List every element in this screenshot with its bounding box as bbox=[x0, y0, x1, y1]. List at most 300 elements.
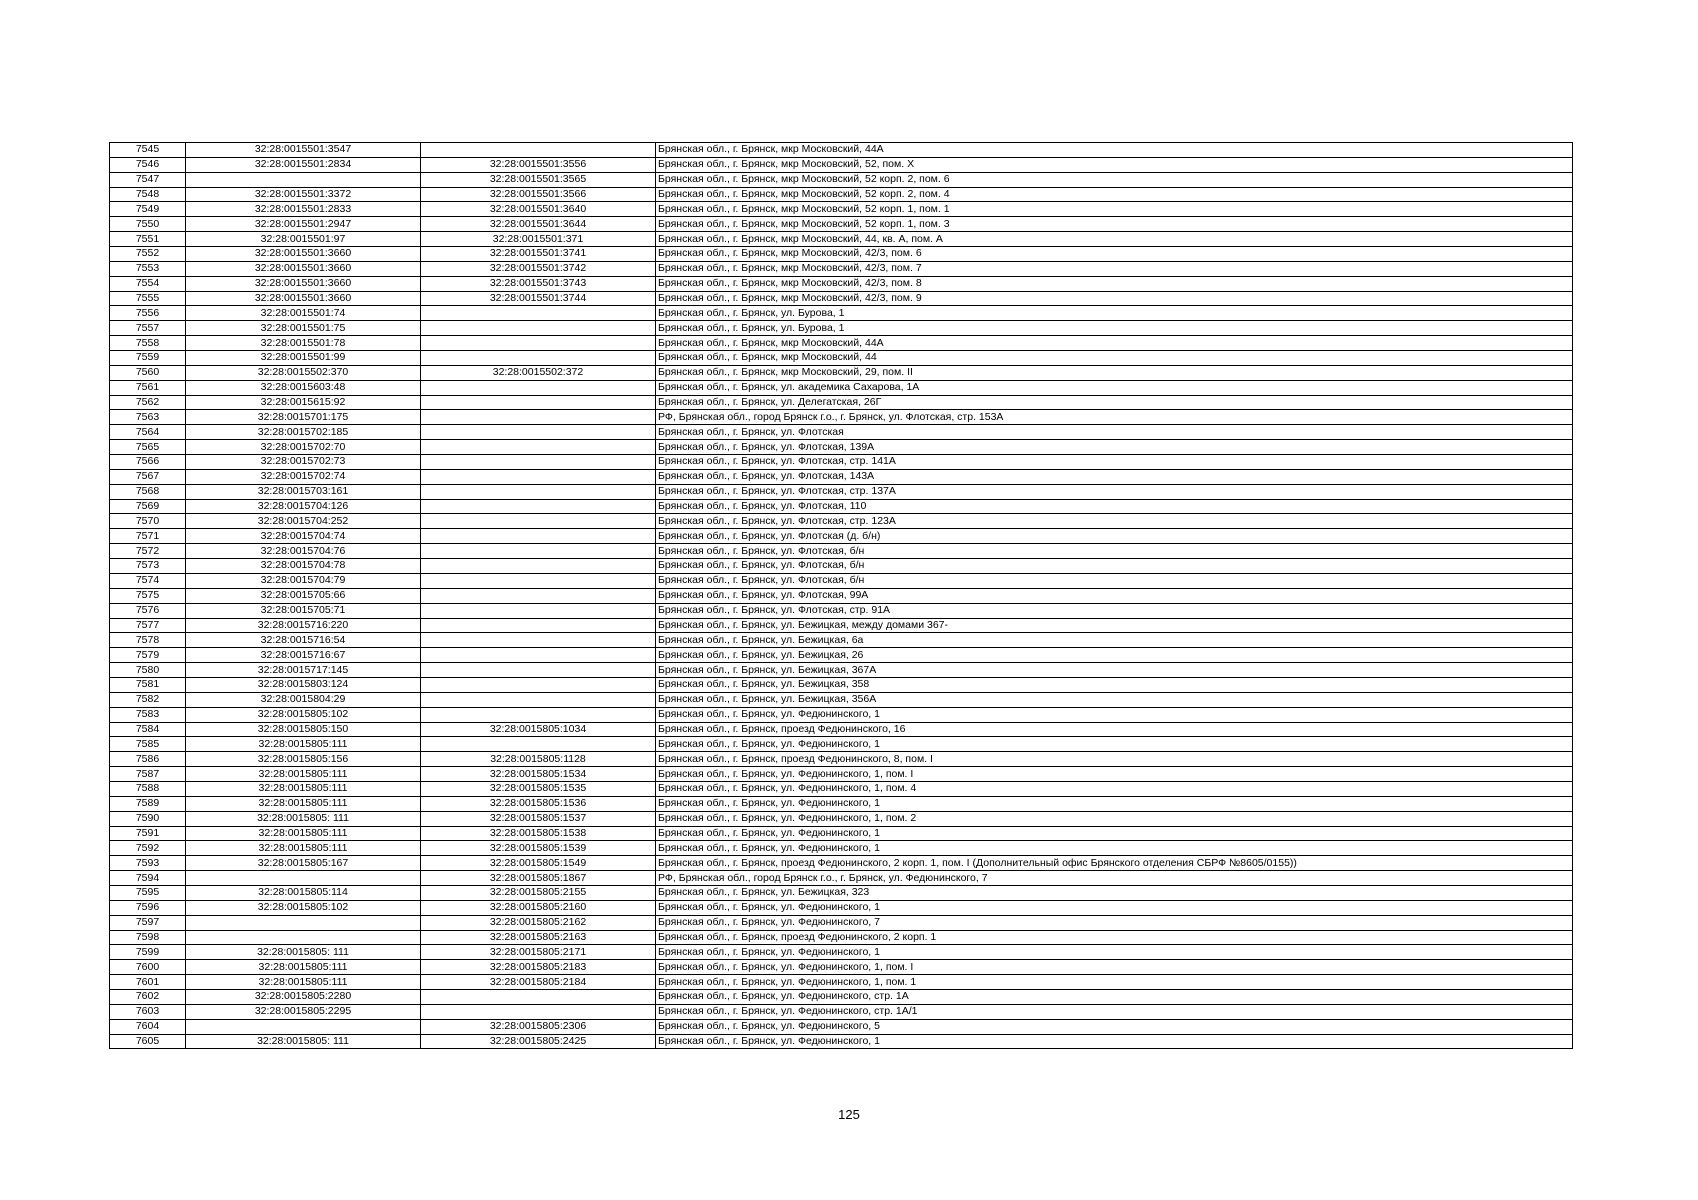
object-cadastral-number-cell bbox=[421, 677, 656, 692]
address-cell: Брянская обл., г. Брянск, проезд Федюнинского, 2 корп. 1, пом. I (Дополнительный офис Брянского отделения СБРФ №8605/0155)) bbox=[656, 856, 1573, 871]
cadastral-number-cell: 32:28:0015805: 111 bbox=[186, 811, 421, 826]
address-cell: Брянская обл., г. Брянск, ул. Федюнинского, 1, пом. 4 bbox=[656, 781, 1573, 796]
table-row bbox=[110, 232, 1573, 247]
object-cadastral-number-cell: 32:28:0015805:2306 bbox=[421, 1019, 656, 1034]
cadastral-number-cell: 32:28:0015702:185 bbox=[186, 425, 421, 440]
row-number-cell: 7588 bbox=[110, 781, 186, 796]
address-cell: Брянская обл., г. Брянск, ул. Бежицкая, 356А bbox=[656, 692, 1573, 707]
address-cell: Брянская обл., г. Брянск, ул. академика Сахарова, 1А bbox=[656, 380, 1573, 395]
table-row bbox=[110, 217, 1573, 232]
table-row bbox=[110, 261, 1573, 276]
table-row bbox=[110, 321, 1573, 336]
cadastral-number-cell: 32:28:0015615:92 bbox=[186, 395, 421, 410]
address-cell: Брянская обл., г. Брянск, ул. Федюнинского, 1 bbox=[656, 796, 1573, 811]
address-cell: Брянская обл., г. Брянск, ул. Федюнинского, 1 bbox=[656, 737, 1573, 752]
address-cell: Брянская обл., г. Брянск, мкр Московский, 52 корп. 2, пом. 4 bbox=[656, 187, 1573, 202]
object-cadastral-number-cell: 32:28:0015805:2155 bbox=[421, 885, 656, 900]
row-number-cell: 7569 bbox=[110, 499, 186, 514]
address-cell: Брянская обл., г. Брянск, мкр Московский, 44А bbox=[656, 143, 1573, 158]
row-number-cell: 7559 bbox=[110, 351, 186, 366]
table-row bbox=[110, 796, 1573, 811]
row-number-cell: 7565 bbox=[110, 440, 186, 455]
object-cadastral-number-cell bbox=[421, 455, 656, 470]
row-number-cell: 7580 bbox=[110, 663, 186, 678]
row-number-cell: 7596 bbox=[110, 900, 186, 915]
row-number-cell: 7547 bbox=[110, 172, 186, 187]
cadastral-number-cell: 32:28:0015702:70 bbox=[186, 440, 421, 455]
row-number-cell: 7579 bbox=[110, 648, 186, 663]
cadastral-number-cell: 32:28:0015805:111 bbox=[186, 796, 421, 811]
object-cadastral-number-cell bbox=[421, 529, 656, 544]
row-number-cell: 7558 bbox=[110, 336, 186, 351]
table-row bbox=[110, 1019, 1573, 1034]
address-cell: Брянская обл., г. Брянск, ул. Федюнинского, 7 bbox=[656, 915, 1573, 930]
cadastral-number-cell: 32:28:0015501:3372 bbox=[186, 187, 421, 202]
cadastral-number-cell: 32:28:0015705:71 bbox=[186, 603, 421, 618]
row-number-cell: 7584 bbox=[110, 722, 186, 737]
cadastral-number-cell: 32:28:0015804:29 bbox=[186, 692, 421, 707]
object-cadastral-number-cell bbox=[421, 306, 656, 321]
cadastral-number-cell: 32:28:0015704:74 bbox=[186, 529, 421, 544]
cadastral-number-cell: 32:28:0015805:111 bbox=[186, 960, 421, 975]
address-cell: Брянская обл., г. Брянск, ул. Флотская, стр. 123А bbox=[656, 514, 1573, 529]
address-cell: Брянская обл., г. Брянск, ул. Бежицкая, 367А bbox=[656, 663, 1573, 678]
table-row bbox=[110, 380, 1573, 395]
table-row bbox=[110, 975, 1573, 990]
table-row bbox=[110, 915, 1573, 930]
row-number-cell: 7571 bbox=[110, 529, 186, 544]
table-body bbox=[110, 143, 1573, 1049]
table-row bbox=[110, 172, 1573, 187]
row-number-cell: 7549 bbox=[110, 202, 186, 217]
cadastral-number-cell: 32:28:0015702:73 bbox=[186, 455, 421, 470]
cadastral-number-cell: 32:28:0015805:111 bbox=[186, 767, 421, 782]
object-cadastral-number-cell: 32:28:0015805:2162 bbox=[421, 915, 656, 930]
object-cadastral-number-cell: 32:28:0015501:3644 bbox=[421, 217, 656, 232]
cadastral-number-cell bbox=[186, 871, 421, 886]
row-number-cell: 7551 bbox=[110, 232, 186, 247]
address-cell: Брянская обл., г. Брянск, ул. Федюнинского, 1, пом. I bbox=[656, 767, 1573, 782]
row-number-cell: 7603 bbox=[110, 1004, 186, 1019]
address-cell: Брянская обл., г. Брянск, ул. Федюнинского, 1 bbox=[656, 707, 1573, 722]
row-number-cell: 7561 bbox=[110, 380, 186, 395]
cadastral-number-cell: 32:28:0015501:3547 bbox=[186, 143, 421, 158]
row-number-cell: 7553 bbox=[110, 261, 186, 276]
cadastral-number-cell: 32:28:0015805:167 bbox=[186, 856, 421, 871]
table-row bbox=[110, 960, 1573, 975]
cadastral-number-cell: 32:28:0015502:370 bbox=[186, 365, 421, 380]
table-row bbox=[110, 440, 1573, 455]
row-number-cell: 7601 bbox=[110, 975, 186, 990]
row-number-cell: 7545 bbox=[110, 143, 186, 158]
table-row bbox=[110, 871, 1573, 886]
address-cell: Брянская обл., г. Брянск, проезд Федюнинского, 16 bbox=[656, 722, 1573, 737]
row-number-cell: 7602 bbox=[110, 989, 186, 1004]
object-cadastral-number-cell: 32:28:0015502:372 bbox=[421, 365, 656, 380]
table-row bbox=[110, 157, 1573, 172]
address-cell: Брянская обл., г. Брянск, проезд Федюнинского, 8, пом. I bbox=[656, 752, 1573, 767]
cadastral-number-cell: 32:28:0015805:111 bbox=[186, 737, 421, 752]
row-number-cell: 7585 bbox=[110, 737, 186, 752]
cadastral-number-cell: 32:28:0015805:102 bbox=[186, 900, 421, 915]
object-cadastral-number-cell: 32:28:0015805:2183 bbox=[421, 960, 656, 975]
row-number-cell: 7583 bbox=[110, 707, 186, 722]
cadastral-number-cell: 32:28:0015805: 111 bbox=[186, 945, 421, 960]
object-cadastral-number-cell bbox=[421, 618, 656, 633]
object-cadastral-number-cell bbox=[421, 559, 656, 574]
cadastral-number-cell: 32:28:0015501:99 bbox=[186, 351, 421, 366]
table-row bbox=[110, 767, 1573, 782]
object-cadastral-number-cell bbox=[421, 351, 656, 366]
object-cadastral-number-cell: 32:28:0015501:3556 bbox=[421, 157, 656, 172]
address-cell: Брянская обл., г. Брянск, мкр Московский, 52 корп. 1, пом. 3 bbox=[656, 217, 1573, 232]
address-cell: Брянская обл., г. Брянск, ул. Федюнинского, 1 bbox=[656, 841, 1573, 856]
table-row bbox=[110, 187, 1573, 202]
row-number-cell: 7576 bbox=[110, 603, 186, 618]
address-cell: Брянская обл., г. Брянск, ул. Федюнинского, 1, пом. 2 bbox=[656, 811, 1573, 826]
table-row bbox=[110, 885, 1573, 900]
address-cell: Брянская обл., г. Брянск, ул. Бежицкая, 323 bbox=[656, 885, 1573, 900]
cadastral-number-cell: 32:28:0015805:156 bbox=[186, 752, 421, 767]
object-cadastral-number-cell bbox=[421, 989, 656, 1004]
table-row bbox=[110, 811, 1573, 826]
cadastral-number-cell: 32:28:0015501:2833 bbox=[186, 202, 421, 217]
cadastral-number-cell: 32:28:0015704:126 bbox=[186, 499, 421, 514]
object-cadastral-number-cell: 32:28:0015501:3743 bbox=[421, 276, 656, 291]
table-row bbox=[110, 989, 1573, 1004]
cadastral-number-cell: 32:28:0015805:111 bbox=[186, 841, 421, 856]
table-row bbox=[110, 336, 1573, 351]
object-cadastral-number-cell: 32:28:0015501:3565 bbox=[421, 172, 656, 187]
address-cell: Брянская обл., г. Брянск, ул. Флотская bbox=[656, 425, 1573, 440]
address-cell: Брянская обл., г. Брянск, ул. Федюнинского, 1, пом. I bbox=[656, 960, 1573, 975]
object-cadastral-number-cell bbox=[421, 573, 656, 588]
row-number-cell: 7546 bbox=[110, 157, 186, 172]
table-row bbox=[110, 588, 1573, 603]
table-row bbox=[110, 677, 1573, 692]
row-number-cell: 7575 bbox=[110, 588, 186, 603]
table-row bbox=[110, 781, 1573, 796]
address-cell: Брянская обл., г. Брянск, мкр Московский, 29, пом. II bbox=[656, 365, 1573, 380]
table-row bbox=[110, 559, 1573, 574]
object-cadastral-number-cell: 32:28:0015501:371 bbox=[421, 232, 656, 247]
table-row bbox=[110, 856, 1573, 871]
registry-table bbox=[109, 142, 1573, 1049]
object-cadastral-number-cell: 32:28:0015805:2163 bbox=[421, 930, 656, 945]
table-row bbox=[110, 410, 1573, 425]
cadastral-number-cell: 32:28:0015501:3660 bbox=[186, 247, 421, 262]
address-cell: Брянская обл., г. Брянск, ул. Флотская, 139А bbox=[656, 440, 1573, 455]
address-cell: Брянская обл., г. Брянск, мкр Московский, 42/3, пом. 8 bbox=[656, 276, 1573, 291]
address-cell: Брянская обл., г. Брянск, мкр Московский, 44 bbox=[656, 351, 1573, 366]
row-number-cell: 7550 bbox=[110, 217, 186, 232]
row-number-cell: 7556 bbox=[110, 306, 186, 321]
table-row bbox=[110, 737, 1573, 752]
cadastral-number-cell: 32:28:0015805:111 bbox=[186, 826, 421, 841]
address-cell: Брянская обл., г. Брянск, ул. Федюнинского, 1 bbox=[656, 945, 1573, 960]
object-cadastral-number-cell: 32:28:0015805:1537 bbox=[421, 811, 656, 826]
object-cadastral-number-cell: 32:28:0015501:3744 bbox=[421, 291, 656, 306]
address-cell: Брянская обл., г. Брянск, мкр Московский, 52 корп. 2, пом. 6 bbox=[656, 172, 1573, 187]
object-cadastral-number-cell bbox=[421, 469, 656, 484]
row-number-cell: 7591 bbox=[110, 826, 186, 841]
address-cell: Брянская обл., г. Брянск, ул. Флотская, б/н bbox=[656, 573, 1573, 588]
address-cell: РФ, Брянская обл., город Брянск г.о., г. Брянск, ул. Федюнинского, 7 bbox=[656, 871, 1573, 886]
object-cadastral-number-cell bbox=[421, 648, 656, 663]
cadastral-number-cell: 32:28:0015701:175 bbox=[186, 410, 421, 425]
cadastral-number-cell: 32:28:0015805:111 bbox=[186, 975, 421, 990]
table-row bbox=[110, 395, 1573, 410]
address-cell: Брянская обл., г. Брянск, ул. Бежицкая, 358 bbox=[656, 677, 1573, 692]
object-cadastral-number-cell bbox=[421, 544, 656, 559]
row-number-cell: 7572 bbox=[110, 544, 186, 559]
object-cadastral-number-cell: 32:28:0015805:2184 bbox=[421, 975, 656, 990]
table-row bbox=[110, 663, 1573, 678]
cadastral-number-cell: 32:28:0015501:97 bbox=[186, 232, 421, 247]
address-cell: Брянская обл., г. Брянск, проезд Федюнинского, 2 корп. 1 bbox=[656, 930, 1573, 945]
table-row bbox=[110, 841, 1573, 856]
table-row bbox=[110, 752, 1573, 767]
address-cell: Брянская обл., г. Брянск, ул. Федюнинского, 1, пом. 1 bbox=[656, 975, 1573, 990]
table-row bbox=[110, 484, 1573, 499]
row-number-cell: 7552 bbox=[110, 247, 186, 262]
row-number-cell: 7586 bbox=[110, 752, 186, 767]
table-row bbox=[110, 544, 1573, 559]
row-number-cell: 7560 bbox=[110, 365, 186, 380]
table-row bbox=[110, 425, 1573, 440]
address-cell: РФ, Брянская обл., город Брянск г.о., г. Брянск, ул. Флотская, стр. 153А bbox=[656, 410, 1573, 425]
cadastral-number-cell: 32:28:0015603:48 bbox=[186, 380, 421, 395]
object-cadastral-number-cell: 32:28:0015501:3741 bbox=[421, 247, 656, 262]
object-cadastral-number-cell: 32:28:0015805:1867 bbox=[421, 871, 656, 886]
address-cell: Брянская обл., г. Брянск, ул. Федюнинского, стр. 1А/1 bbox=[656, 1004, 1573, 1019]
cadastral-number-cell: 32:28:0015702:74 bbox=[186, 469, 421, 484]
table-row bbox=[110, 202, 1573, 217]
object-cadastral-number-cell bbox=[421, 588, 656, 603]
object-cadastral-number-cell bbox=[421, 603, 656, 618]
row-number-cell: 7567 bbox=[110, 469, 186, 484]
cadastral-number-cell: 32:28:0015716:220 bbox=[186, 618, 421, 633]
object-cadastral-number-cell: 32:28:0015805:1034 bbox=[421, 722, 656, 737]
row-number-cell: 7568 bbox=[110, 484, 186, 499]
object-cadastral-number-cell: 32:28:0015805:2425 bbox=[421, 1034, 656, 1049]
cadastral-number-cell: 32:28:0015703:161 bbox=[186, 484, 421, 499]
table-row bbox=[110, 276, 1573, 291]
row-number-cell: 7562 bbox=[110, 395, 186, 410]
object-cadastral-number-cell: 32:28:0015805:1535 bbox=[421, 781, 656, 796]
address-cell: Брянская обл., г. Брянск, ул. Флотская, стр. 91А bbox=[656, 603, 1573, 618]
row-number-cell: 7577 bbox=[110, 618, 186, 633]
cadastral-number-cell: 32:28:0015501:78 bbox=[186, 336, 421, 351]
address-cell: Брянская обл., г. Брянск, ул. Флотская, 143А bbox=[656, 469, 1573, 484]
table-row bbox=[110, 945, 1573, 960]
object-cadastral-number-cell: 32:28:0015805:1549 bbox=[421, 856, 656, 871]
table-row bbox=[110, 499, 1573, 514]
table-row bbox=[110, 618, 1573, 633]
cadastral-number-cell: 32:28:0015704:252 bbox=[186, 514, 421, 529]
row-number-cell: 7557 bbox=[110, 321, 186, 336]
object-cadastral-number-cell bbox=[421, 484, 656, 499]
row-number-cell: 7599 bbox=[110, 945, 186, 960]
cadastral-number-cell: 32:28:0015805:111 bbox=[186, 781, 421, 796]
cadastral-number-cell: 32:28:0015705:66 bbox=[186, 588, 421, 603]
table-row bbox=[110, 573, 1573, 588]
table-row bbox=[110, 707, 1573, 722]
row-number-cell: 7590 bbox=[110, 811, 186, 826]
object-cadastral-number-cell bbox=[421, 321, 656, 336]
object-cadastral-number-cell bbox=[421, 499, 656, 514]
cadastral-number-cell: 32:28:0015501:3660 bbox=[186, 276, 421, 291]
cadastral-number-cell: 32:28:0015716:67 bbox=[186, 648, 421, 663]
cadastral-number-cell: 32:28:0015805:2295 bbox=[186, 1004, 421, 1019]
address-cell: Брянская обл., г. Брянск, ул. Бежицкая, между домами 367- bbox=[656, 618, 1573, 633]
object-cadastral-number-cell bbox=[421, 692, 656, 707]
table-row bbox=[110, 722, 1573, 737]
table-row bbox=[110, 648, 1573, 663]
row-number-cell: 7594 bbox=[110, 871, 186, 886]
cadastral-number-cell bbox=[186, 1019, 421, 1034]
address-cell: Брянская обл., г. Брянск, ул. Федюнинского, 1 bbox=[656, 900, 1573, 915]
address-cell: Брянская обл., г. Брянск, ул. Федюнинского, 5 bbox=[656, 1019, 1573, 1034]
row-number-cell: 7595 bbox=[110, 885, 186, 900]
cadastral-number-cell: 32:28:0015704:78 bbox=[186, 559, 421, 574]
row-number-cell: 7554 bbox=[110, 276, 186, 291]
address-cell: Брянская обл., г. Брянск, мкр Московский, 52, пом. X bbox=[656, 157, 1573, 172]
address-cell: Брянская обл., г. Брянск, ул. Флотская, б/н bbox=[656, 559, 1573, 574]
address-cell: Брянская обл., г. Брянск, ул. Федюнинского, 1 bbox=[656, 826, 1573, 841]
cadastral-number-cell bbox=[186, 172, 421, 187]
object-cadastral-number-cell: 32:28:0015501:3640 bbox=[421, 202, 656, 217]
address-cell: Брянская обл., г. Брянск, ул. Флотская, б/н bbox=[656, 544, 1573, 559]
object-cadastral-number-cell bbox=[421, 380, 656, 395]
table-row bbox=[110, 529, 1573, 544]
address-cell: Брянская обл., г. Брянск, ул. Бурова, 1 bbox=[656, 321, 1573, 336]
row-number-cell: 7574 bbox=[110, 573, 186, 588]
row-number-cell: 7573 bbox=[110, 559, 186, 574]
object-cadastral-number-cell bbox=[421, 425, 656, 440]
address-cell: Брянская обл., г. Брянск, мкр Московский, 52 корп. 1, пом. 1 bbox=[656, 202, 1573, 217]
object-cadastral-number-cell: 32:28:0015805:1539 bbox=[421, 841, 656, 856]
cadastral-number-cell bbox=[186, 930, 421, 945]
cadastral-number-cell: 32:28:0015717:145 bbox=[186, 663, 421, 678]
address-cell: Брянская обл., г. Брянск, мкр Московский, 44, кв. А, пом. А bbox=[656, 232, 1573, 247]
object-cadastral-number-cell: 32:28:0015805:2171 bbox=[421, 945, 656, 960]
cadastral-number-cell: 32:28:0015501:75 bbox=[186, 321, 421, 336]
row-number-cell: 7600 bbox=[110, 960, 186, 975]
table-row bbox=[110, 633, 1573, 648]
object-cadastral-number-cell bbox=[421, 514, 656, 529]
row-number-cell: 7582 bbox=[110, 692, 186, 707]
table-row bbox=[110, 291, 1573, 306]
table-row bbox=[110, 826, 1573, 841]
address-cell: Брянская обл., г. Брянск, ул. Флотская, стр. 137А bbox=[656, 484, 1573, 499]
object-cadastral-number-cell: 32:28:0015805:2160 bbox=[421, 900, 656, 915]
row-number-cell: 7605 bbox=[110, 1034, 186, 1049]
table-row bbox=[110, 351, 1573, 366]
cadastral-number-cell: 32:28:0015704:76 bbox=[186, 544, 421, 559]
cadastral-number-cell: 32:28:0015501:3660 bbox=[186, 261, 421, 276]
row-number-cell: 7593 bbox=[110, 856, 186, 871]
row-number-cell: 7592 bbox=[110, 841, 186, 856]
cadastral-number-cell bbox=[186, 915, 421, 930]
row-number-cell: 7564 bbox=[110, 425, 186, 440]
row-number-cell: 7563 bbox=[110, 410, 186, 425]
object-cadastral-number-cell: 32:28:0015501:3566 bbox=[421, 187, 656, 202]
cadastral-number-cell: 32:28:0015501:2834 bbox=[186, 157, 421, 172]
object-cadastral-number-cell bbox=[421, 143, 656, 158]
table-row bbox=[110, 247, 1573, 262]
object-cadastral-number-cell: 32:28:0015805:1128 bbox=[421, 752, 656, 767]
table-row bbox=[110, 930, 1573, 945]
cadastral-number-cell: 32:28:0015501:74 bbox=[186, 306, 421, 321]
object-cadastral-number-cell bbox=[421, 336, 656, 351]
row-number-cell: 7604 bbox=[110, 1019, 186, 1034]
object-cadastral-number-cell bbox=[421, 410, 656, 425]
cadastral-number-cell: 32:28:0015805: 111 bbox=[186, 1034, 421, 1049]
table-row bbox=[110, 455, 1573, 470]
row-number-cell: 7578 bbox=[110, 633, 186, 648]
address-cell: Брянская обл., г. Брянск, мкр Московский, 42/3, пом. 6 bbox=[656, 247, 1573, 262]
cadastral-number-cell: 32:28:0015805:2280 bbox=[186, 989, 421, 1004]
address-cell: Брянская обл., г. Брянск, ул. Федюнинского, стр. 1А bbox=[656, 989, 1573, 1004]
object-cadastral-number-cell: 32:28:0015805:1534 bbox=[421, 767, 656, 782]
row-number-cell: 7581 bbox=[110, 677, 186, 692]
row-number-cell: 7589 bbox=[110, 796, 186, 811]
address-cell: Брянская обл., г. Брянск, ул. Федюнинского, 1 bbox=[656, 1034, 1573, 1049]
address-cell: Брянская обл., г. Брянск, мкр Московский, 44А bbox=[656, 336, 1573, 351]
table-row bbox=[110, 692, 1573, 707]
cadastral-number-cell: 32:28:0015501:3660 bbox=[186, 291, 421, 306]
address-cell: Брянская обл., г. Брянск, ул. Флотская, стр. 141А bbox=[656, 455, 1573, 470]
cadastral-number-cell: 32:28:0015803:124 bbox=[186, 677, 421, 692]
cadastral-number-cell: 32:28:0015805:102 bbox=[186, 707, 421, 722]
row-number-cell: 7570 bbox=[110, 514, 186, 529]
row-number-cell: 7598 bbox=[110, 930, 186, 945]
row-number-cell: 7555 bbox=[110, 291, 186, 306]
cadastral-number-cell: 32:28:0015716:54 bbox=[186, 633, 421, 648]
table-row bbox=[110, 603, 1573, 618]
cadastral-number-cell: 32:28:0015805:150 bbox=[186, 722, 421, 737]
table-row bbox=[110, 1034, 1573, 1049]
address-cell: Брянская обл., г. Брянск, ул. Бурова, 1 bbox=[656, 306, 1573, 321]
address-cell: Брянская обл., г. Брянск, ул. Флотская (д. б/н) bbox=[656, 529, 1573, 544]
row-number-cell: 7566 bbox=[110, 455, 186, 470]
address-cell: Брянская обл., г. Брянск, ул. Флотская, 99А bbox=[656, 588, 1573, 603]
object-cadastral-number-cell: 32:28:0015501:3742 bbox=[421, 261, 656, 276]
address-cell: Брянская обл., г. Брянск, ул. Бежицкая, 26 bbox=[656, 648, 1573, 663]
table-row bbox=[110, 469, 1573, 484]
object-cadastral-number-cell: 32:28:0015805:1538 bbox=[421, 826, 656, 841]
object-cadastral-number-cell bbox=[421, 395, 656, 410]
table-row bbox=[110, 306, 1573, 321]
object-cadastral-number-cell bbox=[421, 440, 656, 455]
table-row bbox=[110, 1004, 1573, 1019]
table-row bbox=[110, 365, 1573, 380]
row-number-cell: 7548 bbox=[110, 187, 186, 202]
address-cell: Брянская обл., г. Брянск, ул. Флотская, 110 bbox=[656, 499, 1573, 514]
object-cadastral-number-cell bbox=[421, 707, 656, 722]
address-cell: Брянская обл., г. Брянск, мкр Московский, 42/3, пом. 7 bbox=[656, 261, 1573, 276]
row-number-cell: 7587 bbox=[110, 767, 186, 782]
table-row bbox=[110, 143, 1573, 158]
cadastral-number-cell: 32:28:0015704:79 bbox=[186, 573, 421, 588]
page-number: 125 bbox=[838, 1107, 860, 1122]
row-number-cell: 7597 bbox=[110, 915, 186, 930]
object-cadastral-number-cell bbox=[421, 633, 656, 648]
address-cell: Брянская обл., г. Брянск, ул. Делегатская, 26Г bbox=[656, 395, 1573, 410]
object-cadastral-number-cell: 32:28:0015805:1536 bbox=[421, 796, 656, 811]
object-cadastral-number-cell bbox=[421, 1004, 656, 1019]
